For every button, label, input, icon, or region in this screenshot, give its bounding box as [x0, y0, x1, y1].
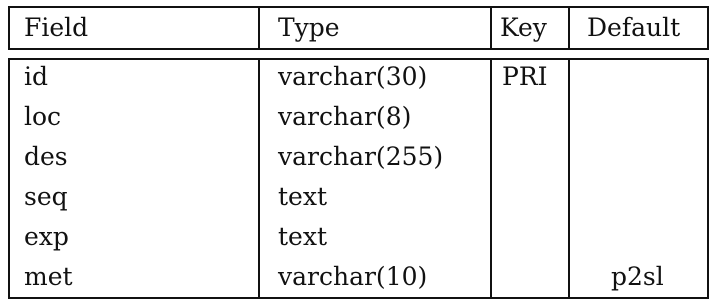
cell-field: seq [24, 182, 68, 211]
cell-type: varchar(30) [278, 62, 428, 91]
cell-field: id [24, 62, 48, 91]
cell-type: varchar(255) [278, 142, 444, 171]
table-row [10, 262, 707, 302]
cell-field: des [24, 142, 68, 171]
cell-field: loc [24, 102, 62, 131]
table-row [10, 62, 707, 102]
cell-type: varchar(8) [278, 102, 412, 131]
header-divider-2 [490, 8, 492, 48]
table-header [10, 8, 707, 50]
header-separator [8, 50, 709, 58]
table-row [10, 182, 707, 222]
header-divider-3 [568, 8, 570, 48]
header-field: Field [24, 13, 89, 42]
header-key: Key [500, 13, 547, 42]
header-type: Type [278, 13, 340, 42]
cell-field: exp [24, 222, 69, 251]
cell-type: text [278, 182, 327, 211]
cell-type: varchar(10) [278, 262, 428, 291]
header-default: Default [587, 13, 681, 42]
cell-key: PRI [502, 62, 548, 91]
cell-default: p2sl [611, 262, 664, 291]
table-row [10, 142, 707, 182]
cell-type: text [278, 222, 327, 251]
table-border [8, 6, 709, 299]
cell-field: met [24, 262, 73, 291]
header-divider-1 [258, 8, 260, 48]
table-row [10, 102, 707, 142]
table-body [10, 58, 707, 297]
table-row [10, 222, 707, 262]
